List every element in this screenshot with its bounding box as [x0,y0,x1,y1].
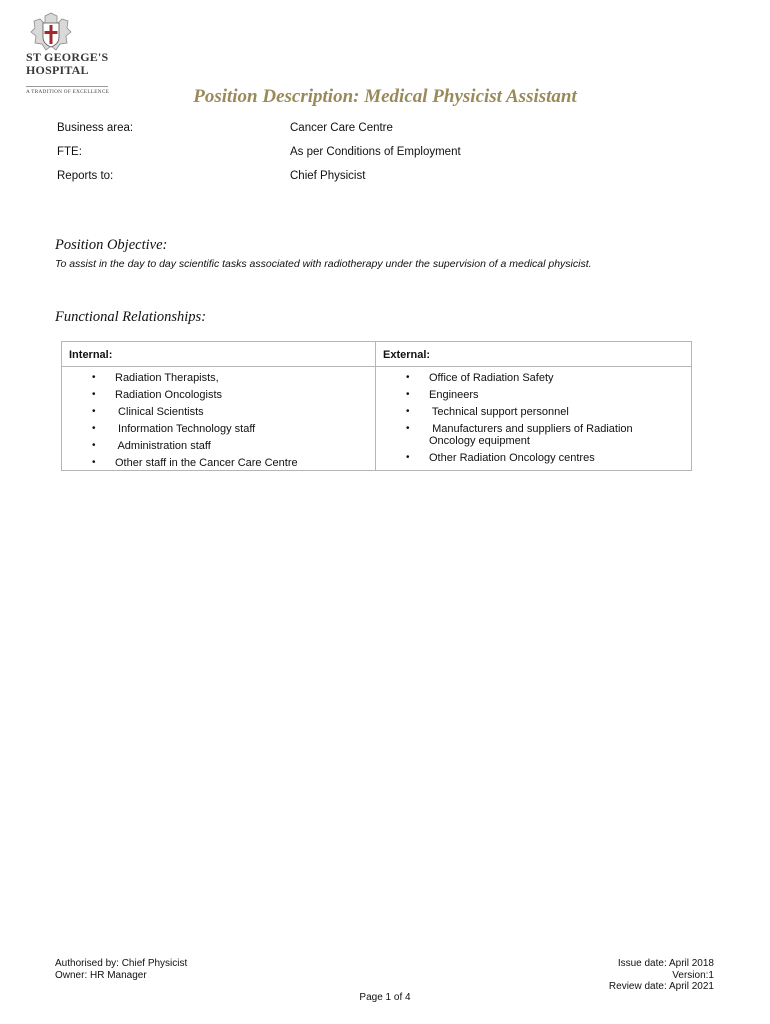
bullet-icon: • [406,372,410,383]
footer-right [609,958,714,993]
detail-label: Business area: [57,122,134,134]
bullet-icon: • [406,452,410,463]
detail-value: Chief Physicist [290,170,366,182]
document-title: Position Description: Medical Physicist Assistant [193,86,577,107]
footer-review-date: Review date: April 2021 [608,981,714,992]
footer-issue-date: Issue date: April 2018 [617,958,714,969]
footer-owner: Owner: HR Manager [55,970,147,981]
relationships-table: Internal: External: • Radiation Therapists, • Radiation Oncologists • Clinical Scientists • Information Technology staff • Administration staff • Other staff in the Cancer Care Centre • Office of Radiation Safety • Engineers • Technical support personnel • Manufacturers and suppliers of Radiation Oncology equipment • Other Radiation Oncology centres [61,341,692,471]
table-header-divider [62,366,691,367]
footer-left [55,958,187,982]
internal-column-header: Internal: [69,349,113,361]
detail-value: Cancer Care Centre [290,122,393,134]
bullet-icon: • [92,440,96,451]
detail-value: As per Conditions of Employment [290,146,461,158]
bullet-icon: • [406,389,410,400]
relationships-heading: Functional Relationships: [55,309,207,325]
hospital-crest-icon [26,10,76,52]
page-number: Page 1 of 4 [359,992,411,1003]
detail-label: Reports to: [57,170,114,182]
objective-heading: Position Objective: [55,237,168,253]
bullet-icon: • [92,423,96,434]
table-column-divider [375,342,376,470]
bullet-icon: • [92,406,96,417]
bullet-icon: • [406,406,410,417]
detail-label: FTE: [57,146,82,158]
bullet-icon: • [92,457,96,468]
objective-text: To assist in the day to day scientific tasks associated with radiotherapy under the supervision of a medical physicist. [55,258,592,270]
bullet-icon: • [406,423,410,434]
footer-version: Version:1 [672,969,714,981]
external-column-header: External: [383,349,431,361]
hospital-tagline: A TRADITION OF EXCELLENCE [26,89,110,95]
hospital-name: ST GEORGE'S HOSPITAL [26,50,109,77]
footer-authorised: Authorised by: Chief Physicist [55,958,188,969]
bullet-icon: • [92,389,96,400]
bullet-icon: • [92,372,96,383]
